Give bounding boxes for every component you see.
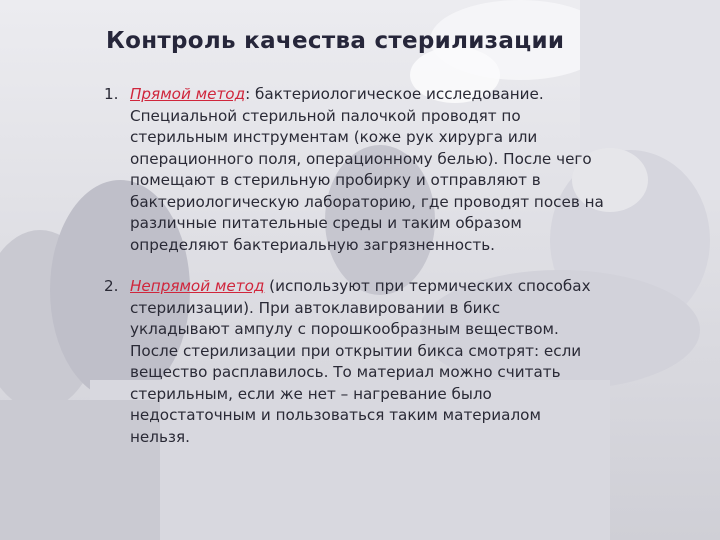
method-description: (используют при термических способах стерилизации). При автоклавировании в бикс укладывают ампулу с порошкообразным веществом. После стерилизации при открытии бикса смотрят: если вещество расплавилось. То материал можно считать стерильным, если же нет – нагревание было недостаточным и пользоваться таким материалом нельзя. — [130, 277, 591, 446]
method-term: Прямой метод — [130, 85, 246, 103]
item-number: 2. — [104, 277, 119, 295]
item-body — [130, 276, 604, 448]
list-item-direct-method — [104, 84, 604, 256]
list-item-indirect-method — [104, 276, 604, 448]
method-description: : бактериологическое исследование. Специальной стерильной палочкой проводят по стерильным инструментам (коже рук хирурга или операционного поля, операционному белью). После чего помещают в стерильную пробирку и отправляют в бактериологическую лабораторию, где проводят посев на различные питательные среды и таким образом определяют бактериальную загрязненность. — [130, 85, 604, 254]
item-number: 1. — [104, 85, 119, 103]
item-body — [130, 84, 604, 256]
slide-title: Контроль качества стерилизации — [106, 28, 565, 54]
method-list — [104, 84, 604, 448]
method-term: Непрямой метод — [130, 277, 265, 295]
